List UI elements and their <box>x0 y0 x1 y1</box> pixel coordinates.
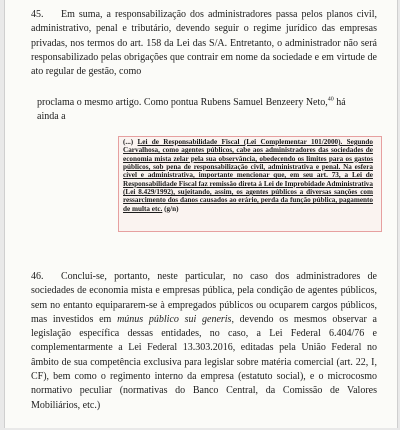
paragraph-continuation <box>37 96 383 125</box>
footnote-marker: 40 <box>327 96 334 103</box>
continuation-line: proclama o mesmo artigo. Como pontua Rubens Samuel Benzeery Neto,$^{40}$ há <box>37 96 346 108</box>
continuation-line: ainda a <box>37 111 66 123</box>
paragraph-46: 46. Conclui-se, portanto, neste particular, no caso dos administradores de sociedades de economia mista e empresas pública, pela condição de agentes públicos, sem no entanto equipararem-se à empregados públicos ou ocuparem cargos públicos, mas investidos em múnus público sui generis, devendo os mesmos observar a legislação específica dessas entidades, no caso, a Lei Federal 6.404/76 e complementarmente a Lei Federal 13.303.2016, editadas pela União Federal no âmbito de sua competência exclusiva para legislar sobre matéria comercial (art. 22, I, CF), bem como o regimento interno da empresa (estatuto social), e o microcosmo normativo peculiar (normativas do Banco Central, da Comissão de Valores Mobiliários, etc.) <box>31 271 377 411</box>
document-page <box>4 0 398 428</box>
quote-emphasis-note: (g/n) <box>162 204 179 213</box>
quote-underlined-text: Lei de Responsabilidade Fiscal (Lei Complementar 101/2000). Segundo Carvalhosa, como agentes públicos, cabe aos administradores das sociedades de economia mista zelar pela sua observância, obedecendo os limites para os gastos públicos, sob pena de responsabilização civil, administrativa e penal. Na esfera cível e administrativa, importante mencionar que, em seu art. 73, a Lei de Responsabilidade Fiscal faz remissão direta à Lei de Improbidade Administrativa (Lei 8.429/1992), sujeitando, assim, os agentes públicos a diversas sanções com ressarcimento dos danos causados ao erário, perda da função pública, pagamento de multa etc. <box>123 138 373 213</box>
paragraph-45 <box>31 8 377 79</box>
paragraph-number: 46. <box>31 271 44 282</box>
paragraph-number: 45. <box>31 9 44 20</box>
italic-term: múnus público sui generis <box>117 313 232 325</box>
quote-ellipsis: (...) <box>123 138 138 146</box>
paragraph-text: Em suma, a responsabilização dos administradores passa pelos planos civil, administrativo, penal e tributário, devendo seguir o regime jurídico das empresas privadas, nos termos do art. 158 da Lei das S/A. Entretanto, o administrador não será responsabilizado pelas obrigações que contrair em nome da sociedade e em virtude de ato regular de gestão, como <box>31 9 377 78</box>
block-quote <box>123 138 373 213</box>
